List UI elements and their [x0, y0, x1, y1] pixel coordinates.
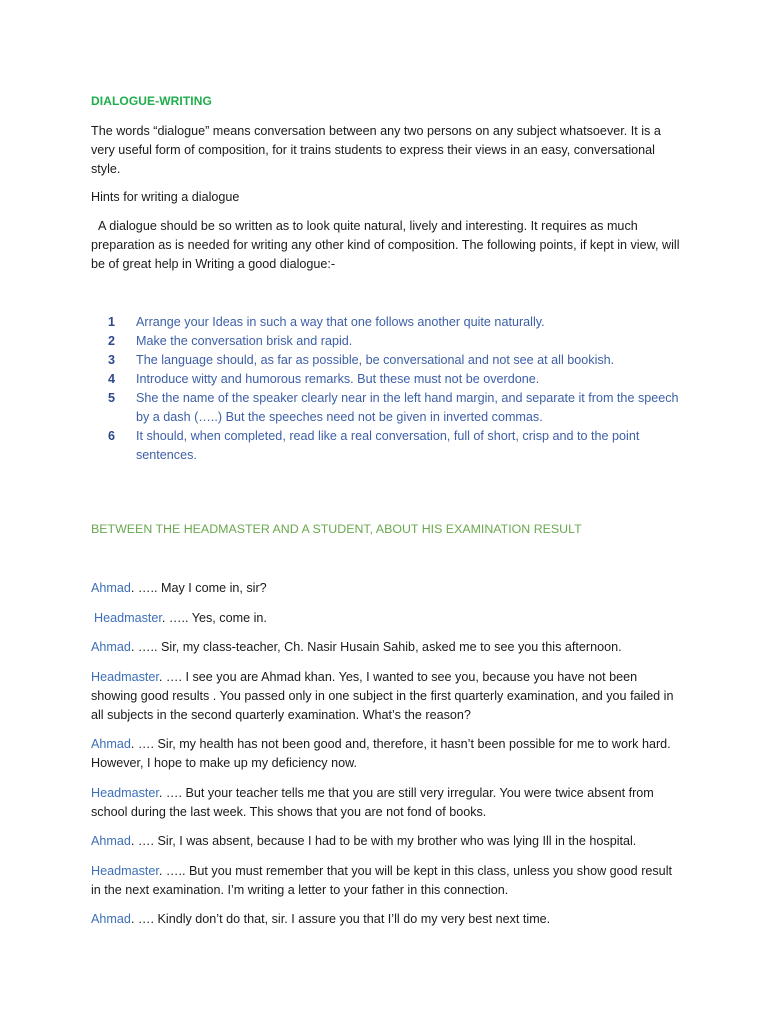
- dialogue-transcript: [91, 579, 681, 940]
- speech-text: . ….. But you must remember that you will be kept in this class, unless you show good result in the next examination. I’m writing a letter to your father in this connection.: [91, 863, 672, 897]
- list-item-text: Arrange your Ideas in such a way that one follows another quite naturally.: [136, 315, 545, 329]
- dialogue-intro-paragraph: A dialogue should be so written as to look quite natural, lively and interesting. It requires as much preparation as is needed for writing any other kind of composition. The following points, if kept in view, will be of great help in Writing a good dialogue:-: [91, 219, 683, 271]
- section-title: BETWEEN THE HEADMASTER AND A STUDENT, ABOUT HIS EXAMINATION RESULT: [91, 522, 582, 536]
- speaker-name: Ahmad: [91, 640, 131, 654]
- list-item: [91, 332, 681, 351]
- list-item-text: Make the conversation brisk and rapid.: [136, 334, 353, 348]
- speech-text: . …. But your teacher tells me that you are still very irregular. You were twice absent from school during the last week. This shows that you are not fond of books.: [91, 785, 654, 819]
- list-item-number: 2: [108, 334, 116, 348]
- dialogue-line: [91, 638, 681, 657]
- intro-paragraph: The words “dialogue” means conversation between any two persons on any subject whatsoever. It is a very useful form of composition, for it trains students to express their views in an easy, conversational style.: [91, 124, 661, 176]
- dialogue-line: [91, 609, 681, 628]
- dialogue-line: [91, 862, 681, 900]
- list-item-text: She the name of the speaker clearly near in the left hand margin, and separate it from the speech by a dash (…..) But the speeches need not be given in inverted commas.: [136, 391, 679, 424]
- dialogue-line: [91, 910, 681, 929]
- list-item-number: 3: [108, 353, 116, 367]
- list-item: [91, 351, 681, 370]
- speaker-name: Ahmad: [91, 581, 131, 595]
- speaker-name: Headmaster: [91, 863, 159, 878]
- list-item-text: Introduce witty and humorous remarks. But these must not be overdone.: [136, 372, 540, 386]
- dialogue-line: [91, 832, 681, 851]
- list-item: [91, 389, 681, 427]
- dialogue-line: [91, 735, 681, 773]
- speaker-name: Ahmad: [91, 912, 131, 926]
- list-item-number: 6: [108, 429, 116, 443]
- list-item-number: 1: [108, 315, 116, 329]
- dialogue-line: [91, 668, 681, 725]
- speaker-name: Ahmad: [91, 737, 131, 751]
- list-item-text: The language should, as far as possible, be conversational and not see at all bookish.: [136, 353, 615, 367]
- speaker-name: Ahmad: [91, 834, 131, 848]
- list-item-number: 5: [108, 391, 116, 405]
- speech-text: . …. Sir, I was absent, because I had to be with my brother who was lying Ill in the hospital.: [130, 834, 637, 848]
- list-item: [91, 427, 681, 465]
- speech-text: . ….. May I come in, sir?: [130, 581, 267, 595]
- dialogue-line: [91, 579, 681, 598]
- document-heading: DIALOGUE-WRITING: [91, 94, 212, 108]
- speaker-name: Headmaster: [94, 610, 162, 625]
- speech-text: . …. Sir, my health has not been good and, therefore, it hasn’t been possible for me to work hard. However, I hope to make up my deficiency now.: [91, 737, 671, 770]
- speech-text: . ….. Sir, my class-teacher, Ch. Nasir Husain Sahib, asked me to see you this afternoon.: [130, 640, 622, 654]
- speech-text: . …. I see you are Ahmad khan. Yes, I wanted to see you, because you have not been showing good results . You passed only in one subject in the first quarterly examination, and you failed in all subjects in the second quarterly examination. What’s the reason?: [91, 669, 674, 722]
- hints-label: Hints for writing a dialogue: [91, 190, 240, 204]
- dialogue-line: [91, 784, 681, 822]
- speech-text: . …. Kindly don’t do that, sir. I assure you that I’ll do my very best next time.: [130, 912, 551, 926]
- list-item-number: 4: [108, 372, 116, 386]
- speaker-name: Headmaster: [91, 669, 159, 684]
- list-item-text: It should, when completed, read like a real conversation, full of short, crisp and to the point sentences.: [136, 429, 640, 462]
- hints-list: [91, 313, 681, 465]
- list-item: [91, 370, 681, 389]
- speaker-name: Headmaster: [91, 785, 159, 800]
- speech-text: . ….. Yes, come in.: [161, 610, 267, 625]
- list-item: [91, 313, 681, 332]
